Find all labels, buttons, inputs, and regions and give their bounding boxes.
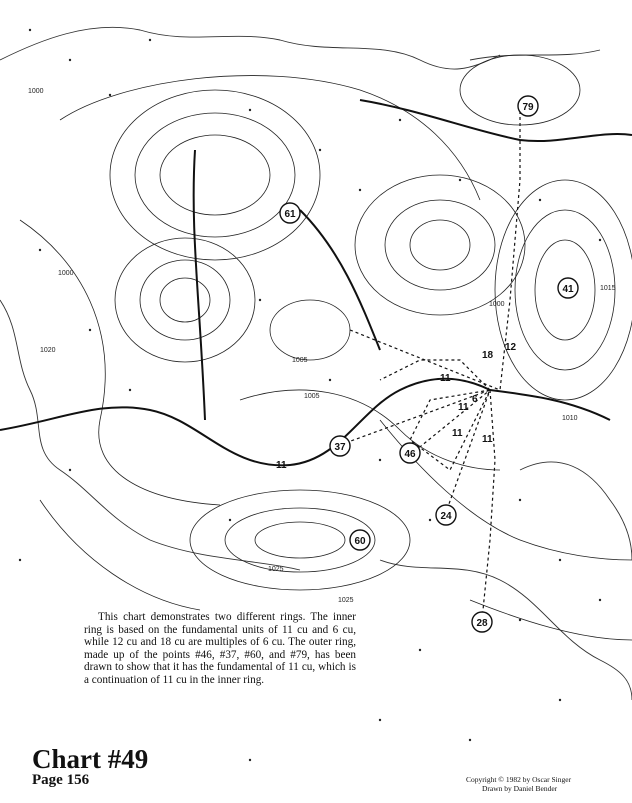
copyright-block	[466, 775, 571, 793]
ring-label: 11	[482, 434, 493, 445]
isobar-label: 1000	[489, 301, 505, 308]
point-label: 46	[404, 449, 416, 460]
isobar-label: 1005	[304, 393, 320, 400]
circled-point-labels	[284, 102, 574, 629]
chart-caption	[84, 611, 356, 687]
copyright-line: Copyright © 1982 by Oscar Singer	[466, 775, 572, 784]
page-label: Page 156	[32, 772, 90, 788]
ring-label: 11	[440, 373, 451, 384]
coastline	[0, 27, 632, 700]
chart-title: Chart #49	[32, 744, 149, 774]
point-label: 60	[354, 536, 366, 547]
ring-label: 18	[482, 350, 494, 361]
isobars	[20, 55, 632, 640]
fronts	[0, 100, 632, 465]
point-label: 37	[334, 442, 346, 453]
isobar-label: 1020	[40, 347, 56, 354]
isobar-label: 1000	[28, 88, 44, 95]
ring-label: 6	[472, 394, 478, 405]
isobar-label: 1005	[292, 357, 308, 364]
drawn-by-line: Drawn by Daniel Bender	[482, 784, 558, 793]
isobar-label: 1010	[562, 415, 578, 422]
point-label: 79	[522, 102, 534, 113]
isobar-label: 1000	[58, 270, 74, 277]
isobar-labels	[28, 88, 616, 604]
point-label: 41	[562, 284, 574, 295]
ring-label: 11	[276, 460, 287, 471]
point-label: 61	[284, 209, 296, 220]
ring-label: 11	[452, 428, 463, 439]
caption-text: This chart demonstrates two different rings. The inner ring is based on the fundamental units of 11 cu and 6 cu, while 12 cu and 18 cu are multiples of 6 cu. The outer ring, made up of the points #46, #37, #60, and #79, has been drawn to show that it has the fundamental of 11 cu, which is a continuation of 11 cu in the inner ring.	[84, 611, 356, 686]
circled-points	[280, 96, 578, 632]
isobar-label: 1015	[600, 285, 616, 292]
ring-label: 11	[458, 402, 469, 413]
ring-label: 12	[505, 342, 517, 353]
ring-labels	[276, 342, 517, 471]
point-label: 24	[440, 511, 452, 522]
point-label: 28	[476, 618, 488, 629]
isobar-label: 1025	[338, 597, 354, 604]
isobar-label: 1025	[268, 566, 284, 573]
